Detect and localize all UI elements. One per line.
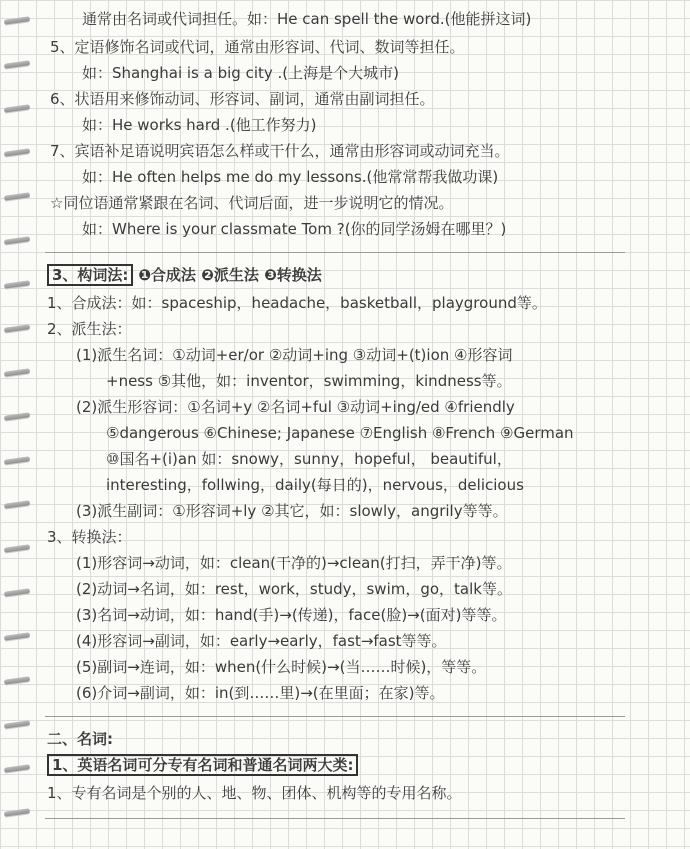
noun-heading-text: 二、名词:: [47, 730, 113, 748]
note-line-text: 5、定语修饰名词或代词，通常由形容词、代词、数词等担任。: [50, 38, 465, 56]
noun-subtitle-text: 1、英语名词可分专有名词和普通名词两大类:: [47, 754, 358, 776]
conversion-line: (4)形容词→副词，如：early→early，fast→fast等等。: [76, 632, 447, 650]
note-line-appositive: ☆同位语通常紧跟在名词、代词后面，进一步说明它的情况。: [50, 194, 454, 212]
note-line: 通常由名词或代词担任。如：He can spell the word.(他能拼这词): [82, 10, 532, 28]
note-line-attributive: [50, 36, 465, 58]
noun-heading: [47, 728, 113, 750]
derived-adj-line: ⑩国名+(i)an 如：snowy，sunny，hopeful， beautiful，: [106, 450, 512, 468]
derived-adj-line: (2)派生形容词：①名词+y ②名词+ful ③动词+ing/ed ④friendly: [76, 398, 515, 416]
proper-noun-line: 1、专有名词是个别的人、地、物、团体、机构等的专用名称。: [47, 784, 462, 802]
divider: [45, 252, 625, 253]
note-line-complement: 7、宾语补足语说明宾语怎么样或干什么，通常由形容词或动词充当。: [50, 142, 510, 160]
conversion-line: (2)动词→名词，如：rest，work，study，swim，go，talk等。: [76, 580, 512, 598]
noun-subtitle: [47, 754, 358, 776]
conversion-line: (1)形容词→动词，如：clean(干净的)→clean(打扫，弄干净)等。: [76, 554, 512, 572]
conversion-line: (3)名词→动词，如：hand(手)→(传递)，face(脸)→(面对)等等。: [76, 606, 507, 624]
section-methods: ❶合成法 ❷派生法 ❸转换法: [138, 266, 322, 284]
conversion-line: (6)介词→副词，如：in(到……里)→(在里面；在家)等。: [76, 684, 445, 702]
derived-adj-line: ⑤dangerous ⑥Chinese; Japanese ⑦English ⑧French ⑨German: [106, 424, 574, 442]
divider: [45, 716, 625, 717]
compound-line: 1、合成法：如：spaceship，headache，basketball，playground等。: [47, 294, 547, 312]
divider: [45, 818, 625, 819]
section-title-word-formation: [47, 264, 322, 286]
note-line-adverbial: 6、状语用来修饰动词、形容词、副词，通常由副词担任。: [50, 90, 435, 108]
derived-noun-line: (1)派生名词：①动词+er/or ②动词+ing ③动词+(t)ion ④形容词: [76, 346, 513, 364]
derived-adv-line: (3)派生副词：①形容词+ly ②其它，如：slowly，angrily等等。: [76, 502, 508, 520]
derivation-heading: 2、派生法：: [47, 320, 132, 338]
note-line-example: 如：Shanghai is a big city .(上海是个大城市): [82, 64, 399, 82]
conversion-heading: 3、转换法：: [47, 528, 132, 546]
section-title-label: 3、构词法:: [47, 264, 133, 286]
note-line-example: 如：Where is your classmate Tom ?(你的同学汤姆在哪里？): [82, 220, 507, 238]
note-line-example: 如：He often helps me do my lessons.(他常常帮我做功课): [82, 168, 499, 186]
derived-adj-line: interesting，follwing，daily(每日的)，nervous，delicious: [106, 476, 524, 494]
conversion-line: (5)副词→连词，如：when(什么时候)→(当……时候)，等等。: [76, 658, 487, 676]
derived-noun-line: +ness ⑤其他，如：inventor，swimming，kindness等。: [106, 372, 512, 390]
note-line-example: 如：He works hard .(他工作努力): [82, 116, 317, 134]
